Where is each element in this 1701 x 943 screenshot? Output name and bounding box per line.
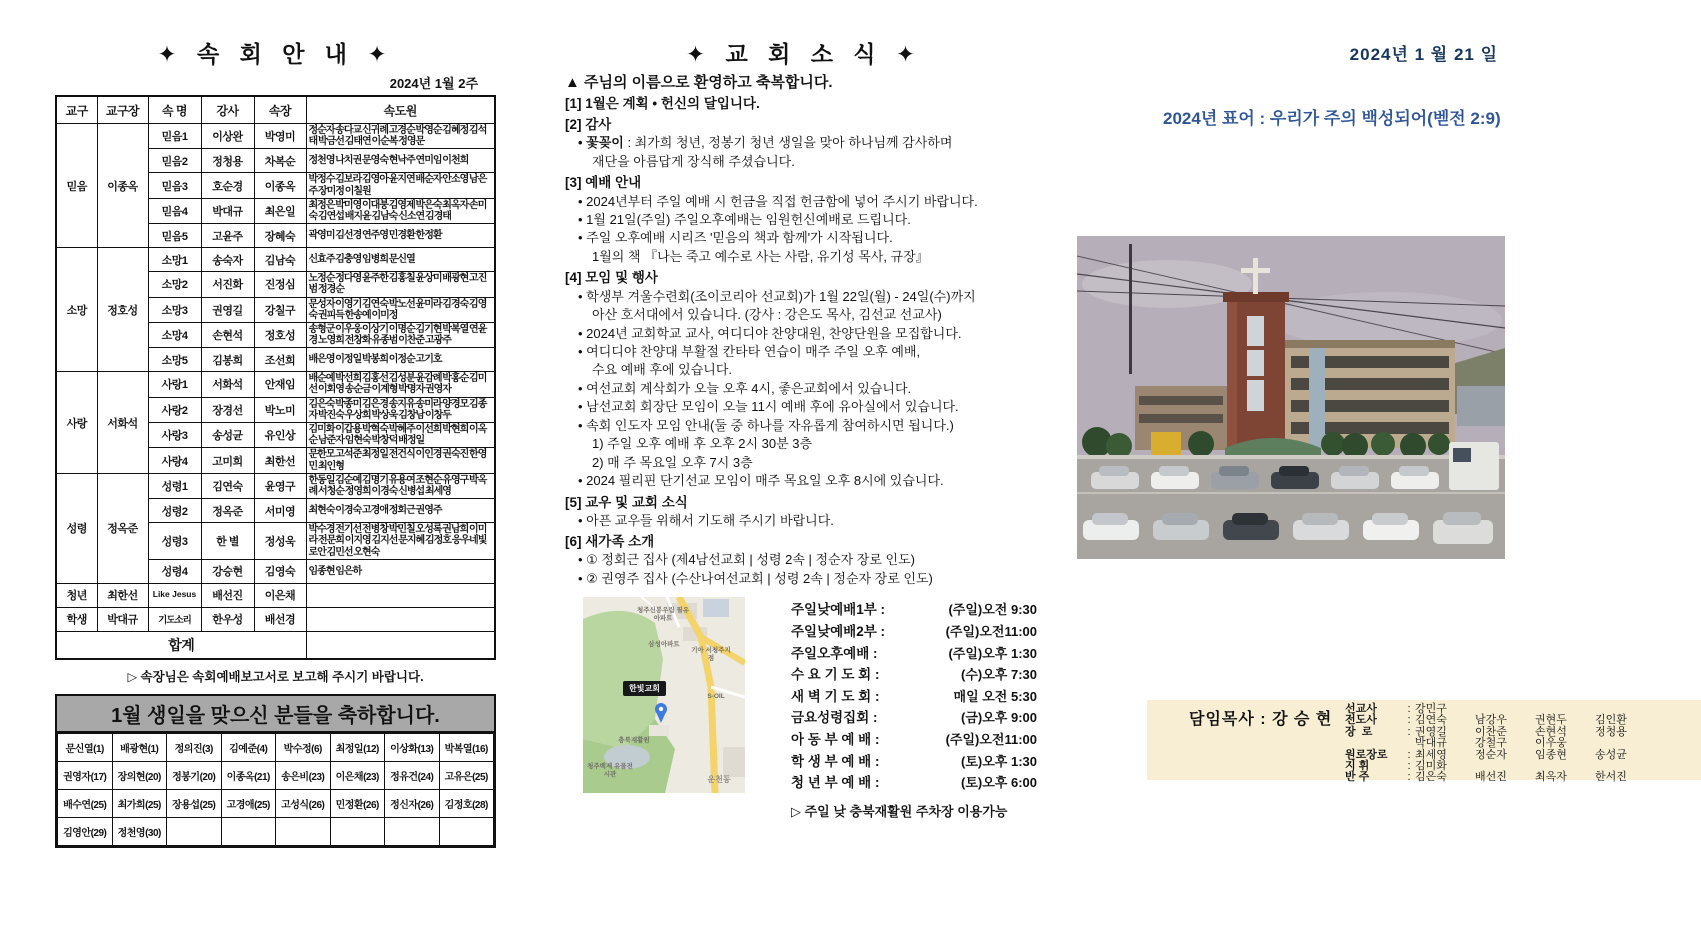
members-cell: 곽영미 김선경 연주영 민경환 한정환 — [306, 224, 495, 248]
teacher-cell: 서화석 — [201, 372, 254, 397]
leader-cell: 김영숙 — [254, 559, 306, 583]
news-item-cont: 재단을 아름답게 장식해 주셨습니다. — [592, 153, 795, 169]
members-cell: 박수경 전기선 전병창 박민칠 오성록 권남희 이미라 전문희 이지영 김지선 문지혜 김정호 응우네빛로안 김민선 오현숙 — [306, 523, 495, 560]
total-empty-cell — [306, 631, 495, 659]
schedule-row — [791, 686, 1037, 708]
birthday-cell — [221, 817, 276, 845]
members-cell: 송형군 이우웅 이상기 이명순 김기현 박복열 연윤경 노영희 전창화 유종범 이찬준 고광주 — [306, 322, 495, 347]
birthday-cell — [330, 817, 385, 845]
pastor-label: 담임목사 : — [1189, 711, 1267, 728]
members-cell — [306, 583, 495, 607]
birthday-cell: 김정호(28) — [439, 789, 494, 817]
members-cell: 정천영 나치권 문영숙 현낙주 연미임 이천희 — [306, 149, 495, 173]
schedule-time: (토)오후 6:00 — [961, 775, 1037, 791]
news-item — [565, 134, 1043, 152]
schedule-label: 학 생 부 예 배 : — [791, 753, 880, 769]
birthday-box — [55, 694, 496, 848]
cell-name: 믿음2 — [148, 149, 201, 173]
leader-cell: 정성욱 — [254, 523, 306, 560]
birthday-cell: 정유건(24) — [385, 761, 440, 789]
header-cell-name: 속 명 — [148, 96, 201, 124]
birthday-cell: 민정환(26) — [330, 789, 385, 817]
flower-text: : 최가희 청년, 정봉기 청년 생일을 맞아 하나님께 감사하며 — [623, 135, 953, 151]
cell-name: 소망5 — [148, 348, 201, 372]
schedule-time: (금)오후 9:00 — [961, 710, 1037, 726]
staff-colon: : — [1407, 714, 1411, 727]
teacher-cell: 장경선 — [201, 397, 254, 422]
staff-row — [1345, 738, 1655, 749]
news-item-cont: 아산 호서대에서 있습니다. (강사 : 강은도 목사, 김선교 선교사) — [592, 307, 942, 323]
staff-name: 이찬준 — [1475, 725, 1507, 738]
news-item: • ② 권영주 집사 (수산나여선교회 | 성령 2속 | 정순자 장로 인도) — [578, 570, 933, 586]
staff-row — [1345, 772, 1655, 783]
leader-cell: 배선경 — [254, 607, 306, 631]
news-item: • 아픈 교우들 위해서 기도해 주시기 바랍니다. — [578, 512, 834, 528]
total-label-cell: 합계 — [56, 631, 306, 659]
district-cell: 믿음 — [56, 124, 97, 248]
news-item: • 여선교회 계삭회가 오늘 오후 4시, 좋은교회에서 있습니다. — [578, 380, 912, 396]
leader-cell: 차복순 — [254, 149, 306, 173]
news-heading-6: [6] 새가족 소개 — [565, 534, 655, 550]
leader-cell: 강칠구 — [254, 297, 306, 322]
birthday-cell: 장용섭(25) — [167, 789, 222, 817]
teacher-cell: 이상완 — [201, 124, 254, 149]
birthday-table — [57, 733, 494, 846]
cell-name: 성령4 — [148, 559, 201, 583]
map-label: 삼성아파트 — [648, 641, 680, 649]
cell-name: 믿음5 — [148, 224, 201, 248]
birthday-cell: 이상화(13) — [385, 733, 440, 761]
schedule-time: (수)오후 7:30 — [961, 667, 1037, 683]
cover-section — [1075, 36, 1701, 916]
birthday-row — [58, 817, 494, 845]
year-slogan: 2024년 표어 : 우리가 주의 백성되어(벧전 2:9) — [1163, 109, 1501, 128]
cell-name: 성령2 — [148, 499, 201, 523]
teacher-cell: 한우성 — [201, 607, 254, 631]
news-title: ✦ 교 회 소 식 ✦ — [685, 41, 923, 67]
leader-cell: 진정심 — [254, 272, 306, 297]
staff-colon: : — [1407, 703, 1411, 715]
leader-cell: 조선희 — [254, 348, 306, 372]
staff-name: 김연숙 — [1415, 714, 1447, 727]
staff-colon: : — [1407, 771, 1411, 784]
district-cell: 사랑 — [56, 372, 97, 474]
birthday-cell: 정천영(30) — [112, 817, 167, 845]
table-row — [56, 473, 495, 498]
news-heading-3: [3] 예배 안내 — [565, 175, 642, 191]
teacher-cell: 정청용 — [201, 149, 254, 173]
news-item-cont: 2) 매 주 목요일 오후 7시 3층 — [592, 454, 753, 470]
birthday-title: 1월 생일을 맞으신 분들을 축하합니다. — [57, 696, 494, 733]
staff-role: 원로장로 — [1345, 748, 1388, 761]
cell-name: 사랑1 — [148, 372, 201, 397]
news-item: • 2024년 교회학교 교사, 여디디야 찬양대원, 찬양단원을 모집합니다. — [578, 325, 962, 341]
members-cell: 문한모 고석준 최정일 전건식 이인경 권숙진 한영민 최인형 — [306, 448, 495, 473]
staff-name: 정청용 — [1595, 725, 1627, 738]
map-label: 충북재활원 — [618, 737, 650, 745]
staff-name: 배선진 — [1475, 771, 1507, 784]
cell-name: 사랑4 — [148, 448, 201, 473]
members-cell: 박정수 김보라 김영아 윤지연 배순자 안소영 남은주 장미정 이칠원 — [306, 173, 495, 198]
cell-name: 성령3 — [148, 523, 201, 560]
sokhoe-table — [55, 95, 496, 660]
schedule-row — [791, 643, 1037, 665]
schedule-label: 금요성령집회 : — [791, 710, 878, 726]
birthday-cell: 정봉기(20) — [167, 761, 222, 789]
staff-name: 권현두 — [1535, 714, 1567, 727]
birthday-cell — [167, 817, 222, 845]
teacher-cell: 고미희 — [201, 448, 254, 473]
birthday-cell: 최정일(12) — [330, 733, 385, 761]
district-cell: 소망 — [56, 248, 97, 372]
birthday-cell: 권영자(17) — [58, 761, 113, 789]
header-members: 속도원 — [306, 96, 495, 124]
parking-note: ▷ 주일 낮 충북재활원 주차장 이용가능 — [791, 803, 1008, 819]
leader-cell: 정호성 — [254, 322, 306, 347]
staff-name: 손현석 — [1535, 725, 1567, 738]
cell-name: 기도소리 — [148, 607, 201, 631]
teacher-cell: 손현석 — [201, 322, 254, 347]
staff-role: 선교사 — [1345, 703, 1377, 715]
schedule-label: 새 벽 기 도 회 : — [791, 688, 880, 704]
cell-name: 믿음3 — [148, 173, 201, 198]
district-cell: 성령 — [56, 473, 97, 583]
staff-name: 남강우 — [1475, 714, 1507, 727]
birthday-cell: 김영안(29) — [58, 817, 113, 845]
news-heading-2: [2] 감사 — [565, 117, 612, 133]
cell-name: 사랑2 — [148, 397, 201, 422]
staff-colon: : — [1407, 748, 1411, 761]
members-cell: 한동일 김순예 김명기 유용여 조현순 유영구 박옥례 서청순 정영희 이경숙 신병섭 최세영 — [306, 473, 495, 498]
teacher-cell: 강승현 — [201, 559, 254, 583]
staff-name: 김인환 — [1595, 714, 1627, 727]
schedule-row — [791, 707, 1037, 729]
birthday-cell: 정의진(3) — [167, 733, 222, 761]
district-leader-cell: 최한선 — [97, 583, 148, 607]
cell-name: 소망4 — [148, 322, 201, 347]
teacher-cell: 서진화 — [201, 272, 254, 297]
members-cell: 임종현 임은하 — [306, 559, 495, 583]
table-row — [56, 607, 495, 631]
staff-role: 반 주 — [1345, 771, 1370, 784]
news-item: • 속회 인도자 모임 안내(둘 중 하나를 자유롭게 참여하시면 됩니다.) — [578, 417, 954, 433]
staff-colon: : — [1407, 725, 1411, 738]
leader-cell: 박노미 — [254, 397, 306, 422]
cell-name: 믿음4 — [148, 198, 201, 223]
schedule-label: 주일오후예배 : — [791, 645, 878, 661]
staff-list — [1345, 704, 1655, 784]
district-leader-cell: 이종옥 — [97, 124, 148, 248]
birthday-cell — [439, 817, 494, 845]
sokhoe-week-label: 2024년 1월 2주 — [389, 76, 478, 91]
birthday-cell: 정신자(26) — [385, 789, 440, 817]
senior-pastor-line — [1189, 706, 1332, 729]
news-item-cont: 1) 주일 오후 예배 후 오후 2시 30분 3층 — [592, 436, 813, 452]
members-cell: 김은숙 박종미 김은경 송지유 송미라 양경모 김종자 박진숙 우상희 박상욱 김창남 이창두 — [306, 397, 495, 422]
staff-role — [1345, 738, 1403, 749]
staff-name: 권영길 — [1415, 725, 1447, 738]
schedule-time: (토)오후 1:30 — [961, 753, 1037, 769]
staff-name: 최세영 — [1415, 748, 1447, 761]
birthday-cell: 배수연(25) — [58, 789, 113, 817]
birthday-cell: 박수정(6) — [276, 733, 331, 761]
birthday-cell: 고성식(26) — [276, 789, 331, 817]
teacher-cell: 박대규 — [201, 198, 254, 223]
birthday-row — [58, 733, 494, 761]
leader-cell: 이은채 — [254, 583, 306, 607]
members-cell: 배순예 박선희 김홍선 김성분 윤감례 박홍순 김미선 이회영 송순금 이계형 박명자 권영자 — [306, 372, 495, 397]
birthday-cell: 고경애(25) — [221, 789, 276, 817]
birthday-cell — [385, 817, 440, 845]
table-row — [56, 583, 495, 607]
header-district-leader: 교구장 — [97, 96, 148, 124]
news-item-cont: 1월의 책 『나는 죽고 예수로 사는 사람, 유기성 목사, 규장』 — [592, 248, 929, 264]
map-label: S-OIL — [707, 693, 725, 701]
birthday-row — [58, 761, 494, 789]
teacher-cell: 정옥준 — [201, 499, 254, 523]
staff-role: 전도사 — [1345, 714, 1377, 727]
district-leader-cell: 정옥준 — [97, 473, 148, 583]
staff-role: 장 로 — [1345, 725, 1373, 738]
schedule-label: 수 요 기 도 회 : — [791, 667, 880, 683]
birthday-cell: 문신열(1) — [58, 733, 113, 761]
staff-name: 박대규 — [1415, 737, 1447, 750]
schedule-time: (주일)오전11:00 — [945, 731, 1037, 747]
leader-cell: 김남숙 — [254, 248, 306, 272]
members-cell: 신효주 김충영 임병희 문신열 — [306, 248, 495, 272]
teacher-cell: 배선진 — [201, 583, 254, 607]
birthday-cell: 이은채(23) — [330, 761, 385, 789]
birthday-cell: 박복열(16) — [439, 733, 494, 761]
staff-name — [1595, 738, 1655, 749]
birthday-cell — [276, 817, 331, 845]
schedule-row — [791, 751, 1037, 773]
teacher-cell: 김봉희 — [201, 348, 254, 372]
cell-name: 소망3 — [148, 297, 201, 322]
staff-colon — [1403, 738, 1415, 749]
pastor-name: 강 승 현 — [1272, 711, 1333, 728]
teacher-cell: 권영길 — [201, 297, 254, 322]
schedule-label: 주일낮예배2부 : — [791, 623, 886, 639]
district-leader-cell: 박대규 — [97, 607, 148, 631]
staff-name: 김미화 — [1415, 759, 1447, 772]
header-district: 교구 — [56, 96, 97, 124]
news-item: • 여디디야 찬양대 부활절 칸타타 연습이 매주 주일 오후 예배, — [578, 343, 921, 359]
news-heading-1: [1] 1월은 계획 • 헌신의 달입니다. — [565, 96, 760, 111]
leader-cell: 장혜숙 — [254, 224, 306, 248]
district-leader-cell: 서화석 — [97, 372, 148, 474]
teacher-cell: 한 별 — [201, 523, 254, 560]
report-note: ▷ 속장님은 속회예배보고서로 보고해 주시기 바랍니다. — [127, 669, 424, 684]
map-label: 청주신봉우림 필유아파트 — [636, 607, 690, 623]
news-item: • 남선교회 회장단 모임이 오늘 11시 예배 후에 유아실에서 있습니다. — [578, 399, 959, 415]
staff-name: 강철구 — [1475, 737, 1507, 750]
header-teacher: 강사 — [201, 96, 254, 124]
news-item: • 주일 오후예배 시리즈 '믿음의 책과 함께'가 시작됩니다. — [578, 230, 893, 246]
staff-name: 임종현 — [1535, 748, 1567, 761]
teacher-cell: 김연숙 — [201, 473, 254, 498]
news-item: • 학생부 겨울수련회(조이코리아 선교회)가 1월 22일(월) - 24일(수)까지 — [578, 288, 976, 304]
schedule-row — [791, 621, 1037, 643]
birthday-cell: 김예준(4) — [221, 733, 276, 761]
staff-colon: : — [1407, 759, 1411, 772]
leader-cell: 윤영구 — [254, 473, 306, 498]
members-cell: 김미화 이갑용 박혁숙 박혜주 이선희 박현희 이옥순 남준자 임현숙 박창덕 배정일 — [306, 423, 495, 448]
news-footer — [565, 597, 1043, 819]
table-row — [56, 124, 495, 149]
schedule-time: (주일)오후 1:30 — [948, 645, 1037, 661]
members-cell: 최정은 박미영 이대붕 김영제 박은숙 최옥자 손미숙 김연섭 배지윤 김남숙 신소연 김경태 — [306, 198, 495, 223]
worship-schedule — [791, 597, 1037, 819]
bulletin-date: 2024년 1 월 21 일 — [1349, 45, 1498, 64]
leader-cell: 유인상 — [254, 423, 306, 448]
schedule-row — [791, 599, 1037, 621]
church-photo-image — [1077, 236, 1505, 559]
schedule-time: 매일 오전 5:30 — [953, 688, 1037, 704]
leader-cell: 박영미 — [254, 124, 306, 149]
table-row — [56, 248, 495, 272]
staff-name: 김은숙 — [1415, 771, 1447, 784]
welcome-line: ▲ 주님의 이름으로 환영하고 축복합니다. — [565, 74, 833, 91]
members-cell: 노정순 정다영 윤주한 김홍칠 윤상미 배광현 고진범 정경순 — [306, 272, 495, 297]
staff-name: 정순자 — [1475, 748, 1507, 761]
birthday-cell: 이종옥(21) — [221, 761, 276, 789]
teacher-cell: 송숙자 — [201, 248, 254, 272]
total-row — [56, 631, 495, 659]
cell-name: Like Jesus — [148, 583, 201, 607]
members-cell — [306, 607, 495, 631]
birthday-cell: 송은비(23) — [276, 761, 331, 789]
leader-cell: 서미영 — [254, 499, 306, 523]
church-photo — [1077, 236, 1505, 559]
schedule-row — [791, 664, 1037, 686]
schedule-row — [791, 772, 1037, 794]
schedule-label: 청 년 부 예 배 : — [791, 775, 880, 791]
map-label: 청주백제 유물전시관 — [587, 763, 633, 779]
church-news-section — [565, 36, 1043, 820]
flower-label: • 꽃꽂이 — [578, 135, 624, 151]
members-cell: 배은영 이정일 박봉희 이정순 고기호 — [306, 348, 495, 372]
birthday-cell: 고유은(25) — [439, 761, 494, 789]
sokhoe-section — [55, 36, 496, 848]
schedule-row — [791, 729, 1037, 751]
staff-name: 이우웅 — [1535, 737, 1567, 750]
staff-row — [1345, 750, 1655, 761]
news-item: • ① 정회근 집사 (제4남선교회 | 성령 2속 | 정순자 장로 인도) — [578, 552, 915, 568]
cell-name: 성령1 — [148, 473, 201, 498]
members-cell: 최현숙 이경숙 고경애 정회근 권영주 — [306, 499, 495, 523]
map-church-tooltip: 한빛교회 — [623, 681, 666, 696]
teacher-cell: 고윤주 — [201, 224, 254, 248]
birthday-row — [58, 789, 494, 817]
district-cell: 학생 — [56, 607, 97, 631]
staff-name: 송성균 — [1595, 748, 1627, 761]
header-leader: 속장 — [254, 96, 306, 124]
leader-cell: 최한선 — [254, 448, 306, 473]
schedule-time: (주일)오전 9:30 — [948, 602, 1037, 618]
table-header-row — [56, 96, 495, 124]
birthday-cell: 최가희(25) — [112, 789, 167, 817]
news-heading-5: [5] 교우 및 교회 소식 — [565, 494, 688, 510]
staff-name: 한서진 — [1595, 771, 1627, 784]
district-leader-cell: 정호성 — [97, 248, 148, 372]
sokhoe-title: ✦ 속 회 안 내 ✦ — [157, 41, 394, 67]
staff-role: 지 휘 — [1345, 759, 1370, 772]
schedule-time: (주일)오전11:00 — [945, 623, 1037, 639]
schedule-label: 아 동 부 예 배 : — [791, 731, 880, 747]
leader-cell: 안재임 — [254, 372, 306, 397]
cell-name: 사랑3 — [148, 423, 201, 448]
members-cell: 문성자 이영기 김연숙 박노선 윤미라 김경숙 김영숙 권피득 한송예 이미정 — [306, 297, 495, 322]
schedule-label: 주일낮예배1부 : — [791, 602, 886, 618]
members-cell: 정순자 송다교 신귀례 고경순 박영순 김혜정 김석태 박금선 김태연 이순복 정영문 — [306, 124, 495, 149]
map-label: 기아 서청주지점 — [691, 647, 731, 663]
news-item: • 1월 21일(주일) 주일오후예배는 임원헌신예배로 드립니다. — [578, 212, 911, 228]
map-label: 운천동 — [707, 775, 731, 785]
leader-cell: 이종옥 — [254, 173, 306, 198]
cell-name: 소망2 — [148, 272, 201, 297]
birthday-cell: 장의현(20) — [112, 761, 167, 789]
staff-name: 강민구 — [1415, 703, 1447, 715]
table-row — [56, 372, 495, 397]
district-cell: 청년 — [56, 583, 97, 607]
leader-cell: 최은일 — [254, 198, 306, 223]
staff-name: 최옥자 — [1535, 771, 1567, 784]
cell-name: 소망1 — [148, 248, 201, 272]
news-item: • 2024 필리핀 단기선교 모임이 매주 목요일 오후 8시에 있습니다. — [578, 473, 944, 489]
news-item: • 2024년부터 주일 예배 시 헌금을 직접 헌금함에 넣어 주시기 바랍니다. — [578, 193, 978, 209]
birthday-cell: 배광현(1) — [112, 733, 167, 761]
location-map — [583, 597, 745, 793]
teacher-cell: 호순경 — [201, 173, 254, 198]
teacher-cell: 송성균 — [201, 423, 254, 448]
news-item-cont: 수요 예배 후에 있습니다. — [592, 362, 733, 378]
cell-name: 믿음1 — [148, 124, 201, 149]
news-heading-4: [4] 모임 및 행사 — [565, 270, 658, 286]
